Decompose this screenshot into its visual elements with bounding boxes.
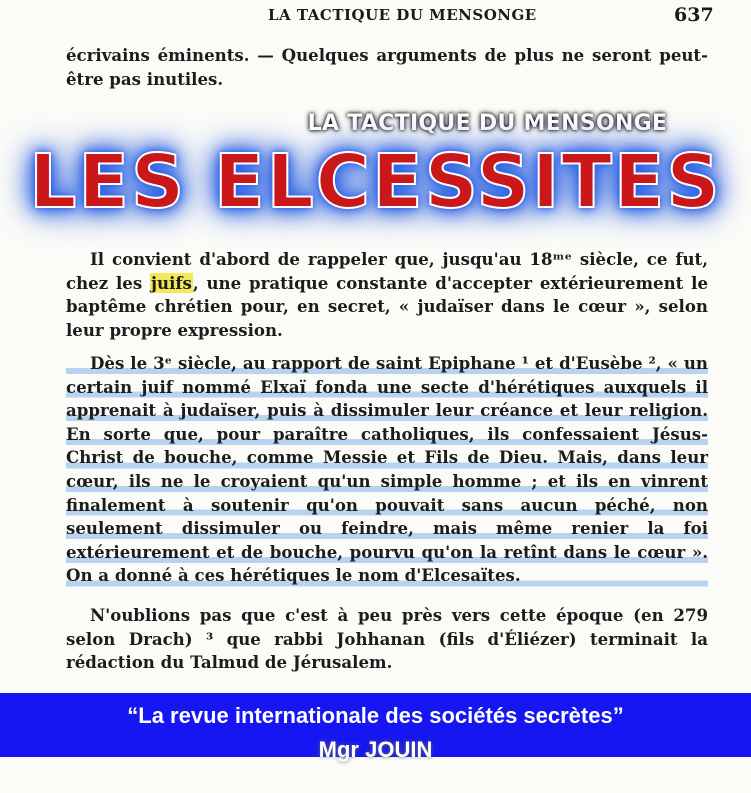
highlighted-word: juifs	[151, 272, 192, 293]
paragraph-2-highlighted: Dès le 3ᵉ siècle, au rapport de saint Epiphane ¹ et d'Eusèbe ², « un certain juif nommé Elxaï fonda une secte d'hérétiques auxquels il apprenait à judaïser, puis à dissimuler leur créance et leur religion. En sorte que, pour paraître catholiques, ils confessaient Jésus-Christ de bouche, comme Messie et Fils de Dieu. Mais, dans leur cœur, ils ne le croyaient qu'un simple homme ; et ils en vinrent finalement à soutenir qu'on pouvait sans aucun péché, non seulement dissimuler ou feindre, mais même renier la foi extérieurement et de bouche, pourvu qu'on la retînt dans le cœur ». On a donné à ces hérétiques le nom d'Elcesaïtes.	[66, 352, 708, 588]
banner-author: Mgr JOUIN	[318, 737, 433, 762]
paragraph-1	[66, 248, 708, 342]
paragraph-1-end: , une pratique constante d'accepter extérieurement le baptême chrétien pour, en secret, « judaïser dans le cœur », selon leur propre expression.	[66, 272, 709, 340]
overlay-subtitle: LA TACTIQUE DU MENSONGE	[307, 111, 668, 136]
page-number: 637	[674, 4, 714, 26]
running-head: LA TACTIQUE DU MENSONGE	[268, 6, 537, 24]
paragraph-3: N'oublions pas que c'est à peu près vers cette époque (en 279 selon Drach) ³ que rabbi Johhanan (fils d'Éliézer) terminait la rédaction du Talmud de Jérusalem.	[66, 605, 708, 673]
banner-source-title: “La revue internationale des sociétés secrètes”	[127, 703, 624, 728]
paragraph-1-start: Il convient d'abord de rappeler que, jusqu'au 18ᵐᵉ siècle, ce fut, chez les	[66, 249, 708, 293]
intro-paragraph: écrivains éminents. — Quelques arguments de plus ne seront peut-être pas inutiles.	[66, 45, 708, 89]
overlay-title: LES ELCESSITES	[29, 139, 722, 225]
